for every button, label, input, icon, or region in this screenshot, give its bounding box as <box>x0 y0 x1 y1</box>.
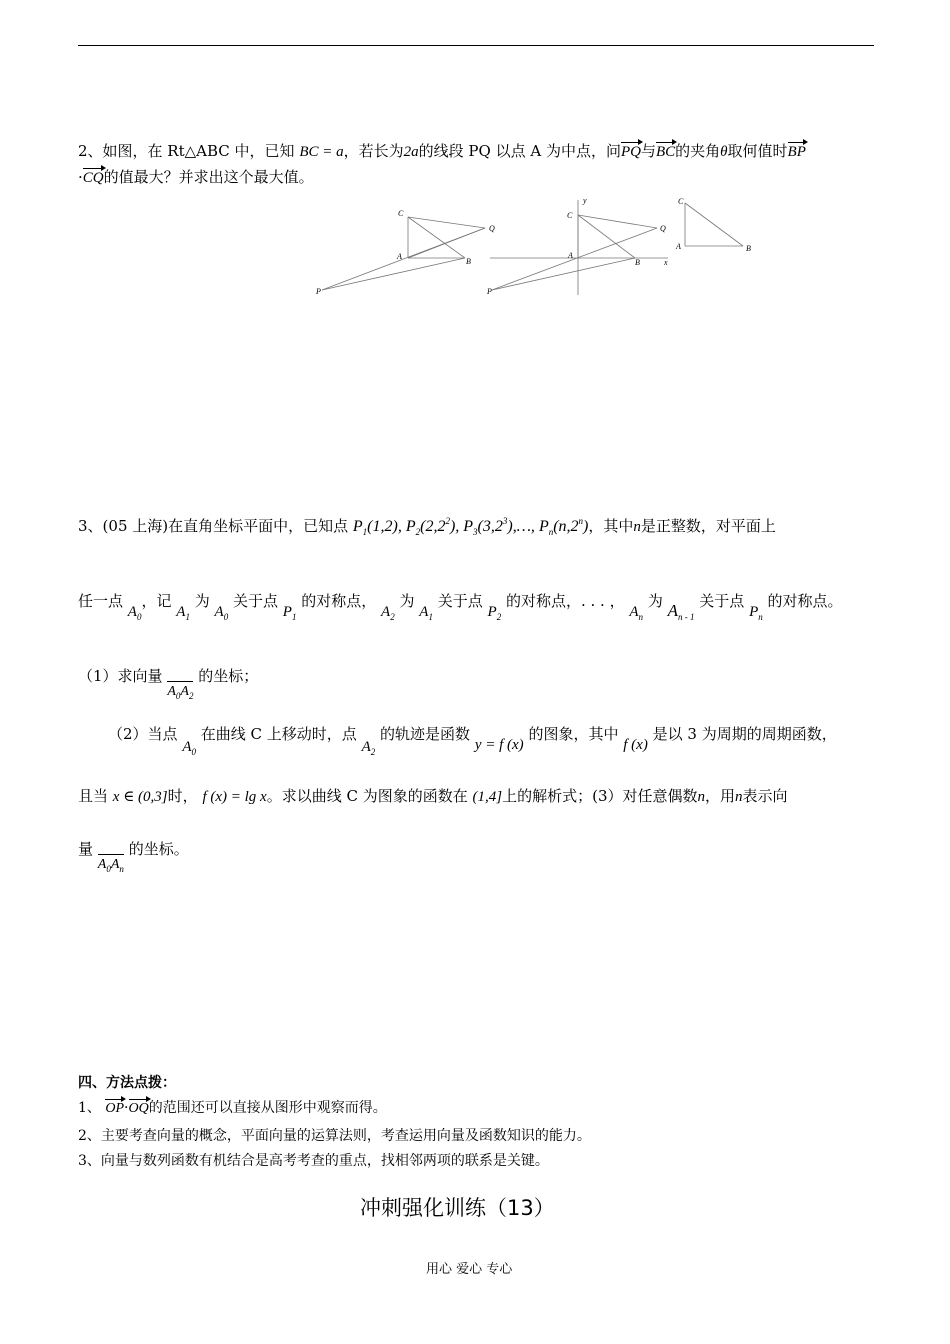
p1: P <box>352 518 363 535</box>
q3-part2 <box>108 723 837 757</box>
q3-text: 是以 3 为周期的周期函数， <box>652 725 837 743</box>
q3-text: 任一点 <box>78 592 124 610</box>
q3-text: 量 <box>78 840 94 858</box>
q3-text: 关于点 <box>232 592 278 610</box>
q3-text: ，记 <box>141 592 172 610</box>
q2-text: ，若长为 <box>343 142 404 160</box>
p2-args: (2,2 <box>420 518 446 535</box>
label-x: x <box>664 258 668 267</box>
an: A <box>110 857 120 872</box>
q3-text: 表示向 <box>742 787 788 805</box>
method-item-1: 1、 OP·OQ的范围还可以直接从图形中观察而得。 <box>78 1097 387 1117</box>
vector-bc: BC <box>656 140 675 161</box>
q3-line4 <box>78 785 788 806</box>
two-a: 2a <box>403 144 419 160</box>
page-title: 冲刺强化训练（13） <box>360 1196 555 1220</box>
n-var: n <box>735 789 743 805</box>
sub: 0 <box>106 864 111 874</box>
q3-line5 <box>78 838 189 874</box>
q3-line1: 3、(05 上海)在直角坐标平面中，已知点 $P_1(1,2)$, $P_2(2,2^2)$, $P_3(3,2^3),\dots$, $P_n(n,2^n)$，其中n是正整数，对平面上 <box>78 516 776 537</box>
p3-args: (3,2 <box>477 518 503 535</box>
a0: A <box>167 684 176 699</box>
q3-text: （1）求向量 <box>78 667 163 685</box>
q3-text: 的坐标； <box>198 667 259 685</box>
sub: 2 <box>188 691 194 701</box>
fx-eq-lgx: f (x) = lg x <box>202 789 267 805</box>
n-var: n <box>633 519 641 535</box>
label-a: A <box>397 252 402 261</box>
sub: 1 <box>291 612 297 622</box>
q3-text: 关于点 <box>437 592 483 610</box>
bc-eq: BC = a <box>299 144 344 160</box>
q2-text: 的线段 PQ 以点 A 为中点，问 <box>418 142 621 160</box>
q2-line2: ·CQ的值最大？并求出这个最大值。 <box>78 168 314 186</box>
a2: A <box>381 604 391 620</box>
q3-text: 时， <box>167 787 198 805</box>
sub: 0 <box>191 747 196 757</box>
pn-args: (n,2 <box>553 518 579 535</box>
header-rule <box>78 45 874 46</box>
q3-text: 关于点 <box>699 592 745 610</box>
sub: 1 <box>428 612 433 622</box>
q3-text: 是正整数，对平面上 <box>640 517 776 535</box>
a2: A <box>361 739 371 755</box>
q2-text: 取何值时 <box>727 142 788 160</box>
label-a: A <box>676 242 681 251</box>
q3-text: 在曲线 C 上移动时，点 <box>200 725 357 743</box>
sub: n - 1 <box>678 612 695 622</box>
q3-text: 的对称点。 <box>767 592 843 610</box>
sub: n <box>119 864 124 874</box>
q3-text: 的图象，其中 <box>528 725 619 743</box>
footer: 用心 爱心 专心 <box>426 1262 513 1277</box>
q3-text: 且当 <box>78 787 109 805</box>
method-heading: 四、方法点拨： <box>78 1075 176 1091</box>
a0: A <box>214 604 224 620</box>
label-b: B <box>746 244 751 253</box>
q2-text: 的值最大？并求出这个最大值。 <box>103 168 314 186</box>
q2-line1 <box>78 140 806 161</box>
p2: P <box>405 518 416 535</box>
q2-text: 的夹角 <box>675 142 721 160</box>
dots: …, <box>516 518 535 535</box>
sub: 2 <box>496 612 502 622</box>
vector-oq: OQ <box>129 1097 149 1117</box>
sub: 0 <box>175 691 181 701</box>
sub: 2 <box>390 612 395 622</box>
q2-figure <box>300 195 770 305</box>
sub: 0 <box>136 612 142 622</box>
label-c: C <box>567 211 573 220</box>
q3-text: 为 <box>399 592 415 610</box>
a0: A <box>127 604 137 620</box>
label-b: B <box>466 257 471 266</box>
sub: 1 <box>185 612 190 622</box>
sub: 2 <box>370 747 376 757</box>
sub: n <box>758 612 763 622</box>
label-q: Q <box>489 224 495 233</box>
interval: (1,4] <box>472 789 503 805</box>
item-num: 1、 <box>78 1100 101 1116</box>
label-a: A <box>568 251 573 260</box>
pn: P <box>538 518 549 535</box>
a1: A <box>419 604 429 620</box>
label-c: C <box>398 209 404 218</box>
q3-text: ，用 <box>705 787 736 805</box>
a0: A <box>97 857 107 872</box>
label-c: C <box>678 197 684 206</box>
q3-text: 上的解析式；(3）对任意偶数 <box>502 787 698 805</box>
a0: A <box>182 739 192 755</box>
q3-text: 的对称点， <box>301 592 377 610</box>
vector-cq: CQ <box>83 166 104 187</box>
q2-text: 与 <box>640 142 656 160</box>
q3-line2: 任一点 $A_0$，记 $A_1$ 为 $A_0$ 关于点 $P_1$ 的对称点， $A_2$ 为 $A_1$ 关于点 $P_2$ 的对称点，. . . ， $A_n$ 为 $A_{n - 1}$ 关于点 $P_n$ 的对称点。 <box>78 592 843 622</box>
p3: P <box>463 518 474 535</box>
sub: 0 <box>223 612 229 622</box>
q3-text: 的对称点，. . . ， <box>505 592 625 610</box>
x-in-interval: x ∈ (0,3] <box>112 789 168 805</box>
label-p: P <box>316 287 321 296</box>
vector-op: OP <box>105 1097 124 1117</box>
q3-text: 。求以曲线 C 为图象的函数在 <box>266 787 468 805</box>
n-var: n <box>697 789 705 805</box>
sub: n <box>638 612 644 622</box>
item-text: 的范围还可以直接从图形中观察而得。 <box>148 1100 387 1116</box>
q3-text: （2）当点 <box>108 725 178 743</box>
label-q: Q <box>660 224 666 233</box>
q3-intro: 3、(05 上海)在直角坐标平面中，已知点 <box>78 517 349 535</box>
label-p: P <box>487 287 492 296</box>
vector-bp: BP <box>788 140 806 161</box>
label-y: y <box>583 196 587 205</box>
y-eq-fx: y = f (x) <box>474 737 524 753</box>
an: A <box>629 604 639 620</box>
q2-text: 2、如图，在 Rt△ABC 中，已知 <box>78 142 295 160</box>
q3-text: 为 <box>194 592 210 610</box>
q3-text: ，其中 <box>588 517 634 535</box>
q3-part1 <box>78 665 258 701</box>
q3-text: 的轨迹是函数 <box>380 725 471 743</box>
q3-text: 为 <box>647 592 663 610</box>
method-item-3: 3、向量与数列函数有机结合是高考考查的重点，找相邻两项的联系是关键。 <box>78 1153 549 1169</box>
a1: A <box>176 604 186 620</box>
method-item-2: 2、主要考查向量的概念，平面向量的运算法则，考查运用向量及函数知识的能力。 <box>78 1128 591 1144</box>
q3-text: 的坐标。 <box>128 840 189 858</box>
an-1: A <box>667 601 678 620</box>
a2: A <box>180 684 189 699</box>
fx: f (x) <box>623 737 648 753</box>
vector-pq: PQ <box>621 140 641 161</box>
theta: θ <box>720 144 728 160</box>
p1-args: (1,2), <box>367 518 402 535</box>
label-b: B <box>635 258 640 267</box>
